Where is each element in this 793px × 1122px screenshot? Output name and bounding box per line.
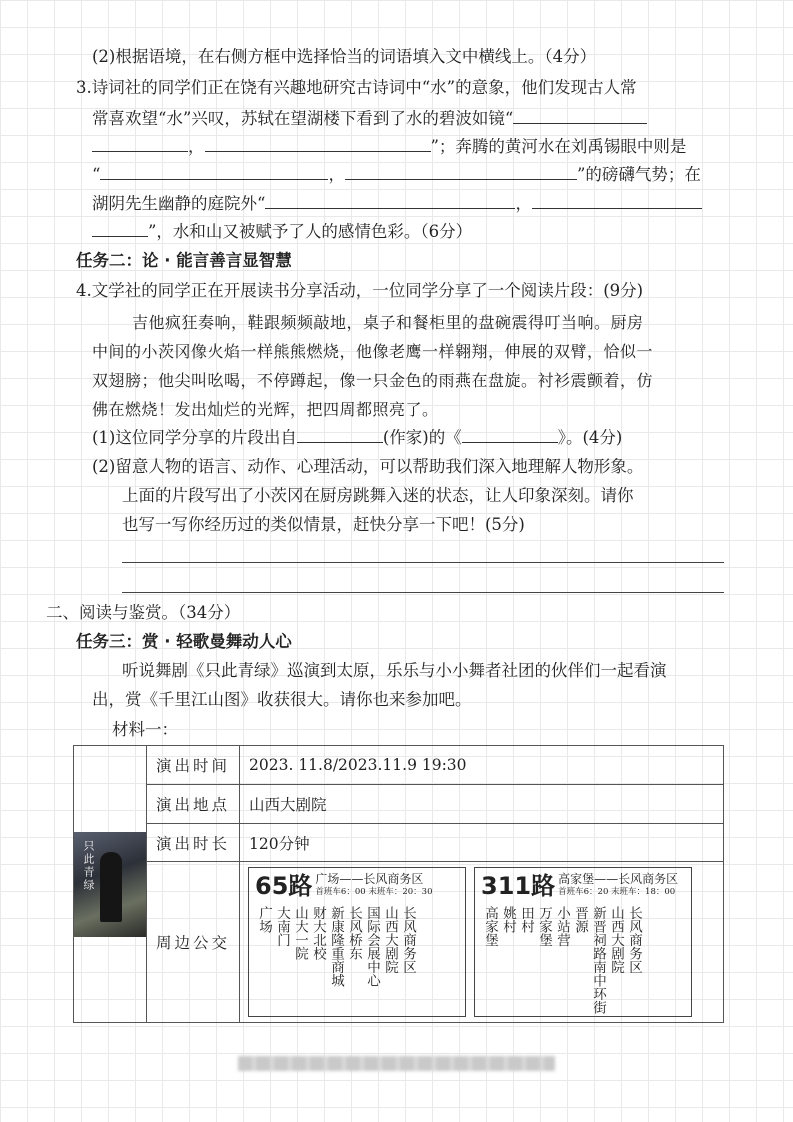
bus-route-311 [474,867,692,1017]
duration-value: 120分钟 [240,824,724,862]
route-times: 首班车6：00 末班车：20：30 [315,887,433,897]
bus-stop: 新康隆重商城 [328,906,345,987]
question-3-text: ”，水和山又被赋予了人的感情色彩。（6分） [148,222,473,241]
question-3-line3 [92,135,686,159]
performance-info-table [73,745,724,1023]
bus-stop: 晋源 [572,906,589,933]
bus-stop: 长风桥东 [346,906,363,960]
question-4-2-line2: 上面的片段写出了小茨冈在厨房跳舞入迷的状态，让人印象深刻。请你 [122,486,634,505]
answer-blank[interactable] [100,163,328,180]
answer-blank[interactable] [345,163,577,180]
bus-cell [240,862,724,1023]
time-label: 演出时间 [147,746,240,785]
bus-stop: 财大北校 [310,906,327,960]
bus-routes [248,862,715,1022]
question-4-1-text: 》。(4分) [557,428,623,447]
intro-line-1: 听说舞剧《只此青绿》巡演到太原，乐乐与小小舞者社团的伙伴们一起看演 [122,661,667,680]
bus-stop: 山西大剧院 [382,906,399,974]
question-3-text: 湖阴先生幽静的庭院外“ [92,194,266,213]
question-3-text: ”的磅礴气势；在 [576,165,701,184]
blurred-footer [238,1056,555,1071]
answer-blank[interactable] [513,107,647,124]
question-4-1 [92,426,622,450]
answer-blank[interactable] [205,135,431,152]
bus-route-65 [248,867,466,1017]
poster-cell [74,746,147,1023]
bus-stop: 高家堡 [482,906,499,947]
passage-line-1: 吉他疯狂奏响，鞋跟频频敲地，桌子和餐柜里的盘碗震得叮当响。厨房 [132,313,644,332]
question-3-line1: 3.诗词社的同学们正在饶有兴趣地研究古诗词中“水”的意象，他们发现古人常 [76,78,637,97]
question-3-line5 [92,192,702,216]
answer-line[interactable] [122,592,724,593]
bus-stop: 大南门 [274,906,291,947]
bus-stop: 长风商务区 [400,906,417,974]
place-value: 山西大剧院 [240,785,724,824]
question-2-2: (2)根据语境，在右侧方框中选择恰当的词语填入文中横线上。（4分） [92,47,597,66]
book-blank[interactable] [462,426,558,443]
bus-stop: 山西大剧院 [608,906,625,974]
question-4-1-text: (作家)的《 [382,428,462,447]
route-info [558,872,678,898]
bus-stop: 姚村 [500,906,517,933]
bus-stop: 小站营 [554,906,571,947]
intro-line-2: 出，赏《千里江山图》收获很大。请你也来参加吧。 [92,690,472,709]
question-3-text: 常喜欢望“水”兴叹，苏轼在望湖楼下看到了水的碧波如镜“ [92,109,514,128]
passage-line-3: 双翅膀；他尖叫吆喝，不停蹲起，像一只金色的雨燕在盘旋。衬衫震颤着，仿 [92,371,654,390]
question-4-2-line1: (2)留意人物的语言、动作、心理活动，可以帮助我们深入地理解人物形象。 [92,457,644,476]
bus-head [255,872,459,900]
question-3-line6 [92,220,472,244]
bus-stop: 广场 [256,906,273,933]
task-3-heading: 任务三：赏 · 轻歌曼舞动人心 [76,632,292,651]
bus-head [481,872,685,900]
route-info [315,872,432,898]
question-3-line2 [92,107,647,131]
material-1-label: 材料一： [112,720,178,739]
question-3-line4 [92,163,701,187]
comma: ， [188,137,205,156]
section-2-heading: 二、阅读与鉴赏。（34分） [46,603,241,622]
answer-blank[interactable] [92,220,148,237]
question-4-1-text: (1)这位同学分享的片段出自 [92,428,297,447]
bus-label: 周边公交 [147,862,240,1023]
duration-label: 演出时长 [147,824,240,862]
bus-stop: 万家堡 [536,906,553,947]
stop-list [481,906,685,1014]
poster-image [74,832,146,937]
task-2-heading: 任务二：论 · 能言善言显智慧 [76,251,292,270]
question-4-2-line3: 也写一写你经历过的类似情景，赶快分享一下吧！(5分) [122,515,525,534]
answer-blank[interactable] [265,192,515,209]
bus-stop: 山大一院 [292,906,309,960]
route-times: 首班车6：20 末班车：18：00 [558,887,676,897]
passage-line-2: 中间的小茨冈像火焰一样熊熊燃烧，他像老鹰一样翱翔，伸展的双臂，恰似一 [92,342,654,361]
comma: ， [515,194,532,213]
passage-line-4: 佛在燃烧！发出灿烂的光辉，把四周都照亮了。 [92,400,439,419]
bus-stop: 长风商务区 [626,906,643,974]
route-ends: 高家堡——长风商务区 [558,872,679,886]
comma: ， [328,165,345,184]
answer-blank[interactable] [532,192,702,209]
bus-stop: 新晋祠路南中环街 [590,906,607,1014]
open-quote: “ [92,165,101,184]
dancer-figure [100,852,122,922]
time-value: 2023. 11.8/2023.11.9 19:30 [240,746,724,785]
poster-title: 只此青绿 [82,839,95,892]
place-label: 演出地点 [147,785,240,824]
question-4-intro: 4.文学社的同学正在开展读书分享活动，一位同学分享了一个阅读片段：(9分) [76,281,644,300]
route-ends: 广场——长风商务区 [315,872,424,886]
author-blank[interactable] [297,426,383,443]
answer-line[interactable] [122,562,724,563]
bus-stop: 国际会展中心 [364,906,381,987]
bus-stop: 田村 [518,906,535,933]
answer-blank[interactable] [92,135,188,152]
question-3-text: ”；奔腾的黄河水在刘禹锡眼中则是 [430,137,687,156]
route-number: 311路 [481,872,556,900]
route-number: 65路 [255,872,313,900]
stop-list [255,906,459,987]
